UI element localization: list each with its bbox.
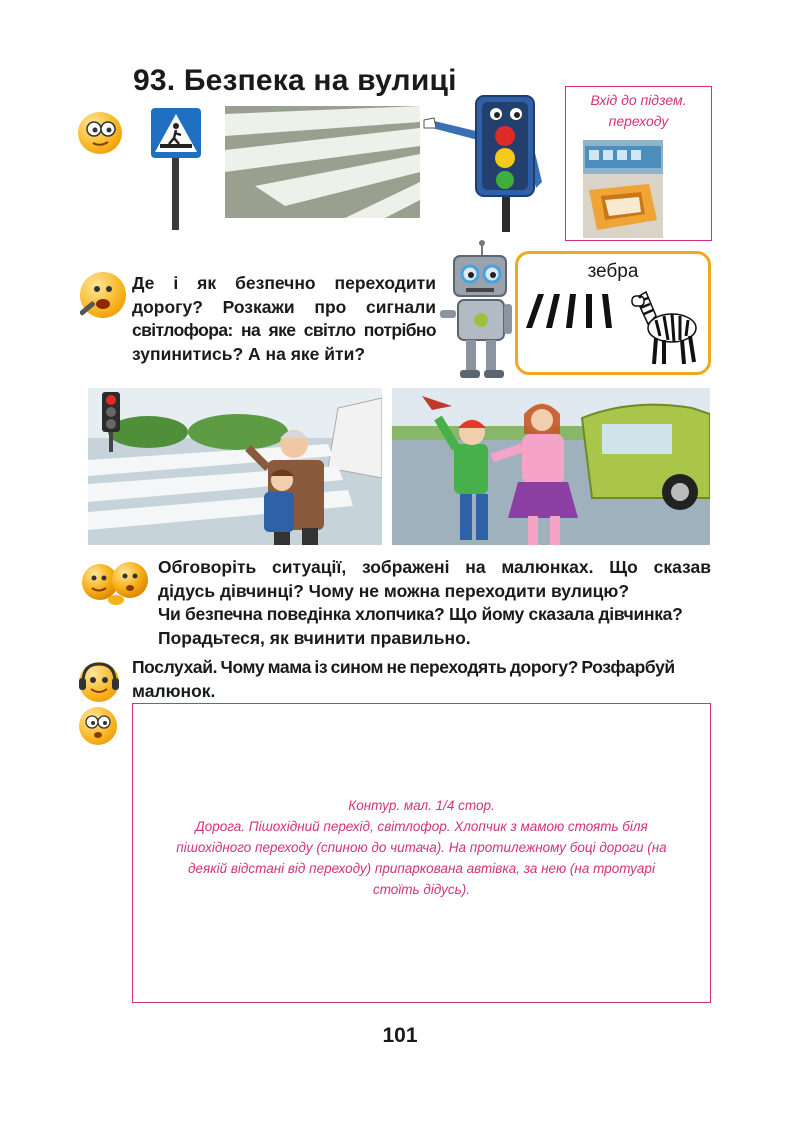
thinking-smiley-icon [78, 112, 122, 154]
underpass-entrance-panel [565, 86, 712, 241]
question1-line: світлофора: на яке світло потрібно [132, 320, 436, 340]
question1-line: зупинитись? А на яке йти? [132, 343, 366, 364]
grandfather-girl-crossing-picture [88, 388, 382, 545]
question-listen-and-color [132, 656, 712, 703]
question3-line: малюнок. [132, 680, 216, 701]
question-traffic-signals [132, 272, 436, 366]
question2-line: Чи безпечна поведінка хлопчика? Що йому сказала дівчинка? [158, 604, 683, 624]
page-number: 101 [382, 1024, 418, 1047]
zebra-crossing-stripes [524, 294, 622, 330]
underpass-caption-line1: Вхід до підзем. [590, 92, 687, 108]
question2-line: Порадьтеся, як вчинити правильно. [158, 627, 471, 648]
lesson-title: 93. Безпека на вулиці [133, 64, 457, 97]
crosswalk-sign-illustration [148, 106, 204, 230]
question3-line: Послухай. Чому мама із сином не переходять дорогу? Розфарбуй [132, 657, 675, 677]
thinking-smiley-icon [79, 707, 117, 745]
question2-line: дідусь дівчинці? Чому не можна переходити вулицю? [158, 580, 630, 601]
question1-line: Де і як безпечно переходити [132, 273, 436, 293]
zebra-animal-picture [626, 284, 702, 368]
coloring-picture-placeholder [132, 703, 711, 1003]
placeholder-line: пішохідного переходу (спиною до читача). На протилежному боці дороги (на [176, 840, 667, 855]
underpass-caption-line2: переходу [608, 113, 669, 129]
placeholder-line: стоїть дідусь). [372, 882, 471, 897]
question2-line: Обговоріть ситуації, зображені на малюнках. Що сказав [158, 557, 711, 577]
placeholder-line: Дорога. Пішохідний перехід, світлофор. Хлопчик з мамою стоять біля [195, 819, 648, 834]
question-discuss-situations [158, 556, 711, 650]
zebra-vocabulary-card [515, 251, 711, 375]
zebra-crossing-photo [225, 106, 420, 218]
underpass-photo [583, 140, 663, 238]
discussing-smileys-icon [80, 560, 152, 608]
placeholder-line: Контур. мал. 1/4 стор. [348, 798, 495, 813]
speaking-smiley-icon [80, 272, 126, 318]
robot-illustration [440, 240, 514, 382]
boy-girl-near-car-picture [392, 388, 710, 545]
question1-line: дорогу? Розкажи про сигнали [132, 296, 436, 317]
placeholder-line: деякій відстані від переходу) припаркована автівка, за нею (на тротуарі [188, 861, 655, 876]
traffic-light-character [420, 92, 550, 232]
headphones-smiley-icon [79, 662, 119, 702]
zebra-label: зебра [587, 261, 639, 282]
